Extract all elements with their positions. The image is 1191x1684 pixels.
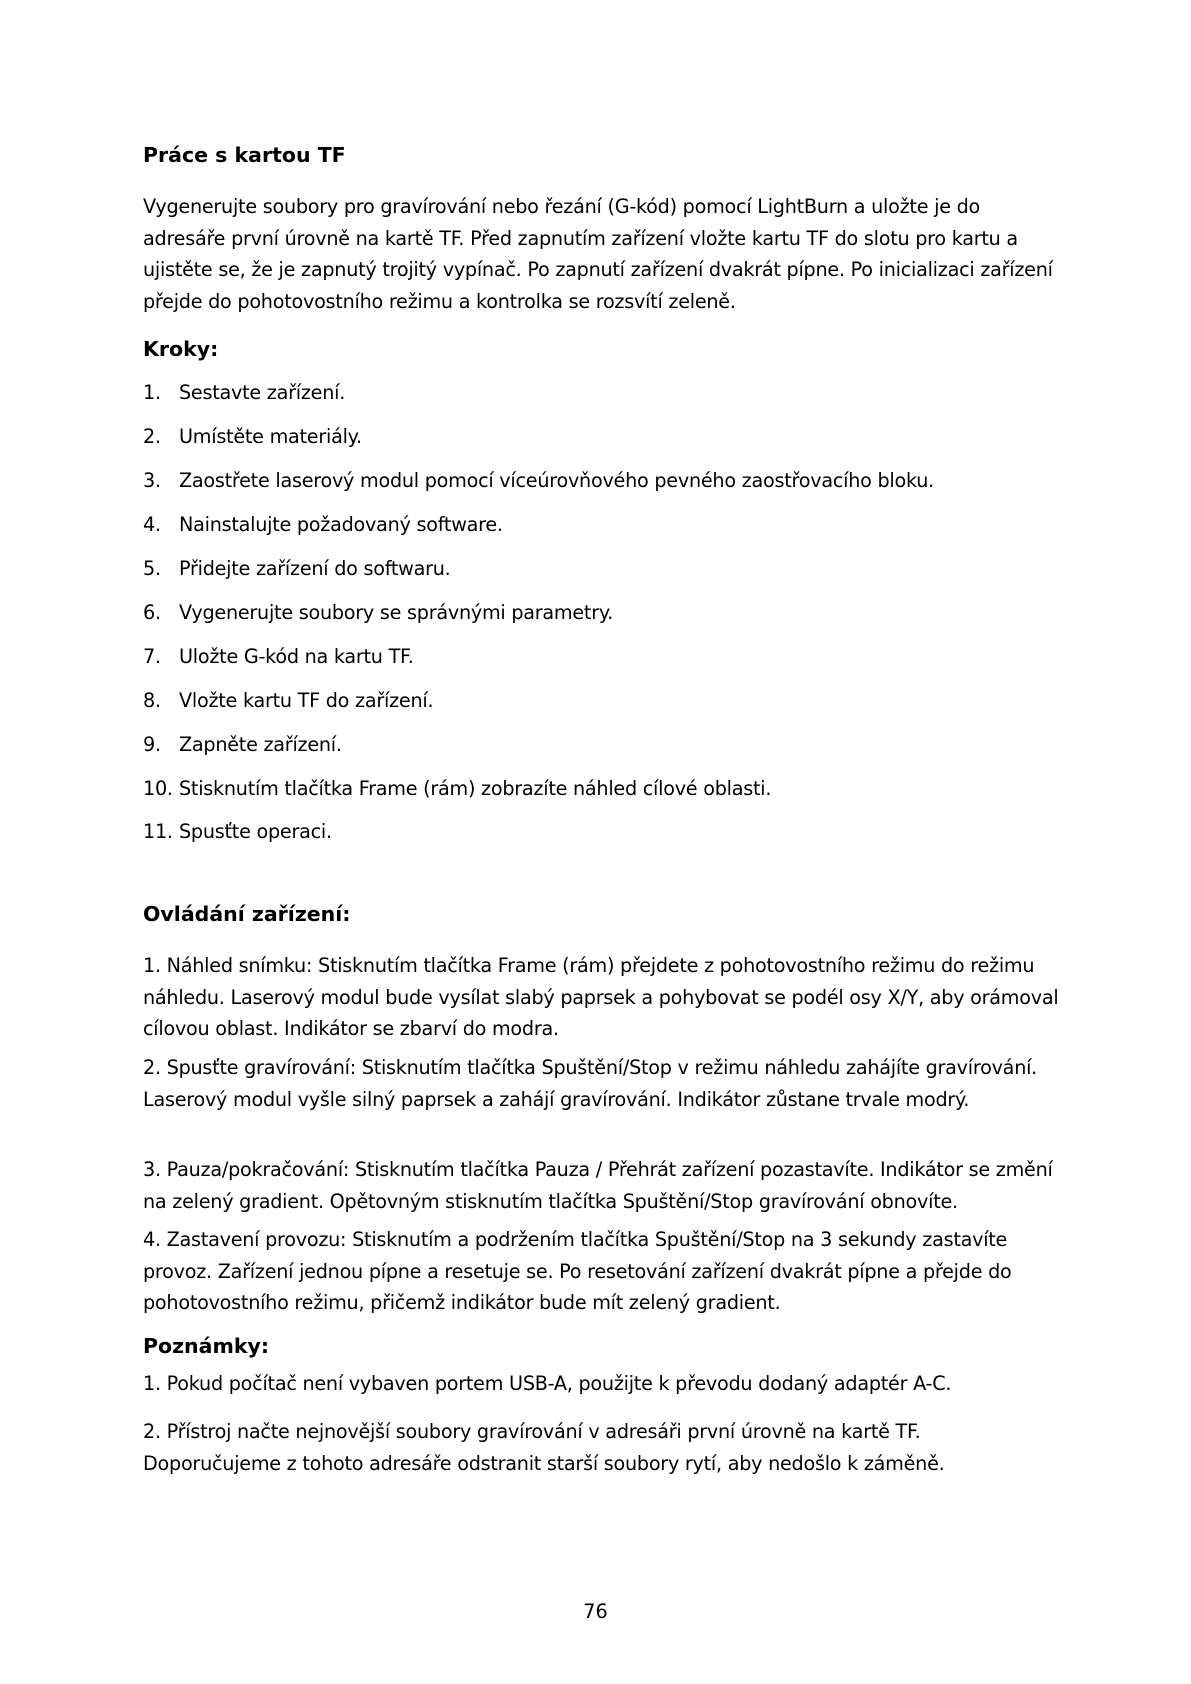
step-item [143,732,342,758]
control-item: 3. Pauza/pokračování: Stisknutím tlačítka Pauza / Přehrát zařízení pozastavíte. Indikátor se změní na zelený gradient. Opětovným stisknutím tlačítka Spuštění/Stop gravírování obnovíte. [143,1158,1053,1213]
step-number: 6. [143,601,161,624]
note-item: 1. Pokud počítač není vybaven portem USB-A, použijte k převodu dodaný adaptér A-C. [143,1372,952,1395]
step-text: Sestavte zařízení. [179,381,346,404]
step-text: Stisknutím tlačítka Frame (rám) zobrazíte náhled cílové oblasti. [179,777,772,800]
step-text: Přidejte zařízení do softwaru. [179,557,451,580]
step-item [143,468,934,494]
step-number: 11. [143,820,173,843]
step-number: 8. [143,689,161,712]
step-item [143,380,345,406]
step-number: 4. [143,513,161,536]
step-number: 10. [143,777,173,800]
control-item: 4. Zastavení provozu: Stisknutím a podržením tlačítka Spuštění/Stop na 3 sekundy zastavíte provoz. Zařízení jednou pípne a resetuje se. Po resetování zařízení dvakrát pípne a přejde do pohotovostního režimu, přičemž indikátor bude mít zelený gradient. [143,1228,1012,1314]
notes-title: Poznámky: [143,1334,270,1358]
step-number: 9. [143,733,161,756]
step-text: Uložte G-kód na kartu TF. [179,645,414,668]
steps-title: Kroky: [143,337,219,361]
step-text: Nainstalujte požadovaný software. [179,513,503,536]
step-text: Vygenerujte soubory se správnými parametry. [179,601,614,624]
step-item [143,644,414,670]
step-item [143,512,503,538]
note-item: 2. Přístroj načte nejnovější soubory gravírování v adresáři první úrovně na kartě TF. Doporučujeme z tohoto adresáře odstranit starší soubory rytí, aby nedošlo k záměně. [143,1420,945,1475]
tf-card-paragraph: Vygenerujte soubory pro gravírování nebo řezání (G-kód) pomocí LightBurn a uložte je do adresáře první úrovně na kartě TF. Před zapnutím zařízení vložte kartu TF do slotu pro kartu a ujistěte se, že je zapnutý trojitý vypínač. Po zapnutí zařízení dvakrát pípne. Po inicializaci zařízení přejde do pohotovostního režimu a kontrolka se rozsvítí zeleně. [143,195,1053,313]
section-title-tf-card: Práce s kartou TF [143,143,346,167]
step-text: Zaostřete laserový modul pomocí víceúrovňového pevného zaostřovacího bloku. [179,469,934,492]
step-number: 1. [143,381,161,404]
step-item [143,600,613,626]
step-item [143,776,771,802]
step-text: Umístěte materiály. [179,425,362,448]
step-number: 7. [143,645,161,668]
step-item [143,688,433,714]
page-number: 76 [583,1600,608,1623]
step-number: 3. [143,469,161,492]
step-text: Zapněte zařízení. [179,733,342,756]
step-text: Vložte kartu TF do zařízení. [179,689,434,712]
control-item: 2. Spusťte gravírování: Stisknutím tlačítka Spuštění/Stop v režimu náhledu zahájíte gravírování. Laserový modul vyšle silný paprsek a zahájí gravírování. Indikátor zůstane trvale modrý. [143,1056,1038,1111]
step-number: 5. [143,557,161,580]
step-number: 2. [143,425,161,448]
step-text: Spusťte operaci. [179,820,332,843]
step-item [143,819,332,845]
control-item: 1. Náhled snímku: Stisknutím tlačítka Frame (rám) přejdete z pohotovostního režimu do režimu náhledu. Laserový modul bude vysílat slabý paprsek a pohybovat se podél osy X/Y, aby orámoval cílovou oblast. Indikátor se zbarví do modra. [143,954,1059,1040]
step-item [143,424,362,450]
step-item [143,556,451,582]
controls-title: Ovládání zařízení: [143,902,351,926]
